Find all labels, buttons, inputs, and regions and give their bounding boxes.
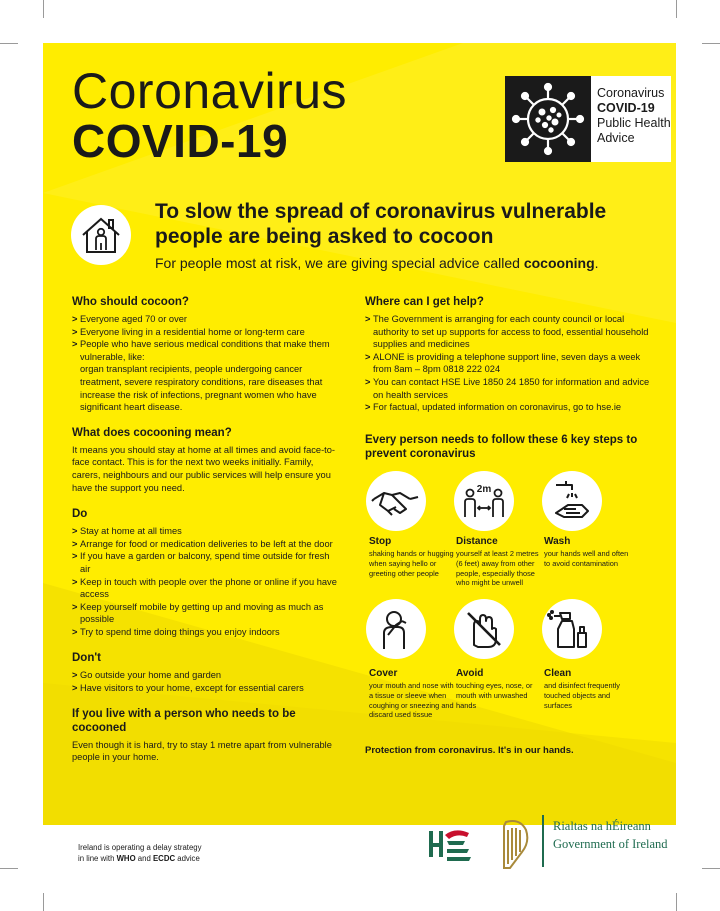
- step-label-cover: Cover: [369, 668, 398, 679]
- harp-icon: [496, 816, 532, 872]
- do-heading: Do: [72, 508, 88, 521]
- hse-logo-icon: [425, 825, 475, 865]
- meaning-text: It means you should stay at home at all times and avoid face-to-face contact. This is for the next two weeks initially. Family, carers, neighbours and our public services will help ensure you have the support you need.: [72, 444, 336, 493]
- meaning-heading: What does cocooning mean?: [72, 426, 232, 439]
- ecdc-text: ECDC: [152, 853, 176, 863]
- live-heading: If you live with a person who needs to be cocooned: [72, 707, 296, 734]
- do-item: > Stay at home at all times: [72, 525, 342, 538]
- logo-text-line2: COVID-19: [597, 101, 655, 115]
- delay-strategy-note: [78, 843, 202, 864]
- help-item: > ALONE is providing a telephone support line, seven days a week from 8am – 8pm 0818 222 024: [365, 351, 655, 376]
- do-item: > If you have a garden or balcony, spend time outside for fresh air: [72, 550, 342, 575]
- live-text: Even though it is hard, try to stay 1 metre apart from vulnerable people in your home.: [72, 739, 332, 763]
- dont-item: > Have visitors to your home, except for essential carers: [72, 682, 342, 695]
- subheadline-bold: cocooning: [523, 255, 595, 271]
- strategy-line2: [78, 854, 202, 865]
- left-column: [72, 295, 342, 764]
- crop-mark: [702, 43, 720, 44]
- who-detail: organ transplant recipients, people undergoing cancer treatment, severe respiratory conditions, rare diseases that increase the risk of infections, pregnant women who have significant heart disease.: [80, 364, 323, 413]
- crop-mark: [702, 868, 720, 869]
- virus-icon: [505, 76, 591, 162]
- do-item: > Arrange for food or medication deliveries to be left at the door: [72, 538, 342, 551]
- step-label-clean: Clean: [544, 668, 572, 679]
- distance-badge: 2m: [476, 484, 492, 495]
- crop-mark: [676, 0, 677, 18]
- handwash-icon: [542, 471, 602, 531]
- help-heading: Where can I get help?: [365, 296, 484, 308]
- crop-mark: [0, 43, 18, 44]
- step-desc-avoid: touching eyes, nose, or mouth with unwashed hands: [456, 681, 533, 710]
- who-text: WHO: [116, 853, 136, 863]
- crop-mark: [0, 868, 18, 869]
- poster: [43, 43, 676, 825]
- and-text: and: [135, 853, 153, 863]
- title-line2: COVID-19: [72, 115, 289, 167]
- strategy-line1: Ireland is operating a delay strategy: [78, 843, 202, 852]
- step-desc-clean: and disinfect frequently touched objects and surfaces: [544, 681, 621, 710]
- do-item: > Try to spend time doing things you enjoy indoors: [72, 626, 342, 639]
- help-item: > You can contact HSE Live 1850 24 1850 for information and advice on health services: [365, 376, 655, 401]
- step-label-avoid: Avoid: [456, 668, 484, 679]
- do-item: > Keep yourself mobile by getting up and moving as much as possible: [72, 601, 342, 626]
- who-item: > People who have serious medical conditions that make them vulnerable, like:: [72, 338, 342, 363]
- who-heading: Who should cocoon?: [72, 296, 189, 308]
- who-item: > Everyone aged 70 or over: [72, 313, 342, 326]
- government-name-irish: Rialtas na hÉireann: [553, 819, 651, 833]
- logo-text-line3: Public Health: [597, 116, 671, 130]
- distance-icon: [454, 471, 514, 531]
- step-desc-distance: yourself at least 2 metres (6 feet) away from other people, especially those who might be unwell: [456, 549, 539, 588]
- title-line1: Coronavirus: [72, 63, 348, 119]
- strategy-suffix: advice: [175, 853, 200, 863]
- crop-mark: [43, 893, 44, 911]
- dont-heading: Don't: [72, 652, 101, 665]
- handshake-icon: [366, 471, 426, 531]
- step-desc-cover: your mouth and nose with a tissue or sleeve when coughing or sneezing and discard used tissue: [369, 681, 454, 720]
- logo-text-line1: Coronavirus: [597, 86, 665, 100]
- crop-mark: [43, 0, 44, 18]
- headline: To slow the spread of coronavirus vulnerable people are being asked to cocoon: [155, 200, 607, 248]
- logo-text-line4: Advice: [597, 131, 635, 145]
- help-item: > The Government is arranging for each county council or local authority to set up supports for access to food, essential household supplies and medicines: [365, 313, 655, 351]
- spray-icon: [542, 599, 602, 659]
- house-person-icon: [71, 205, 131, 265]
- right-column: [365, 295, 655, 414]
- covid-logo: [505, 76, 671, 162]
- cough-icon: [366, 599, 426, 659]
- subheadline-suffix: .: [594, 255, 599, 271]
- step-label-stop: Stop: [369, 536, 392, 547]
- step-label-distance: Distance: [456, 536, 498, 547]
- steps-title: Every person needs to follow these 6 key steps to prevent coronavirus: [365, 434, 638, 460]
- crop-mark: [676, 893, 677, 911]
- logo-text: [597, 86, 671, 146]
- who-item: > Everyone living in a residential home or long-term care: [72, 326, 342, 339]
- strategy-mid: in line with: [78, 853, 117, 863]
- help-item: > For factual, updated information on coronavirus, go to hse.ie: [365, 401, 655, 414]
- no-touch-icon: [454, 599, 514, 659]
- step-label-wash: Wash: [544, 536, 571, 547]
- step-desc-wash: your hands well and often to avoid contamination: [544, 549, 629, 568]
- do-item: > Keep in touch with people over the phone or online if you have access: [72, 576, 342, 601]
- government-name-english: Government of Ireland: [553, 837, 668, 851]
- dont-item: > Go outside your home and garden: [72, 669, 342, 682]
- logo-dark-square: [505, 76, 591, 162]
- government-divider: [542, 815, 544, 867]
- step-desc-stop: shaking hands or hugging when saying hello or greeting other people: [369, 549, 454, 578]
- subheadline: [155, 254, 599, 272]
- protection-tagline: Protection from coronavirus. It's in our hands.: [365, 745, 574, 756]
- subheadline-prefix: For people most at risk, we are giving special advice called: [155, 255, 524, 271]
